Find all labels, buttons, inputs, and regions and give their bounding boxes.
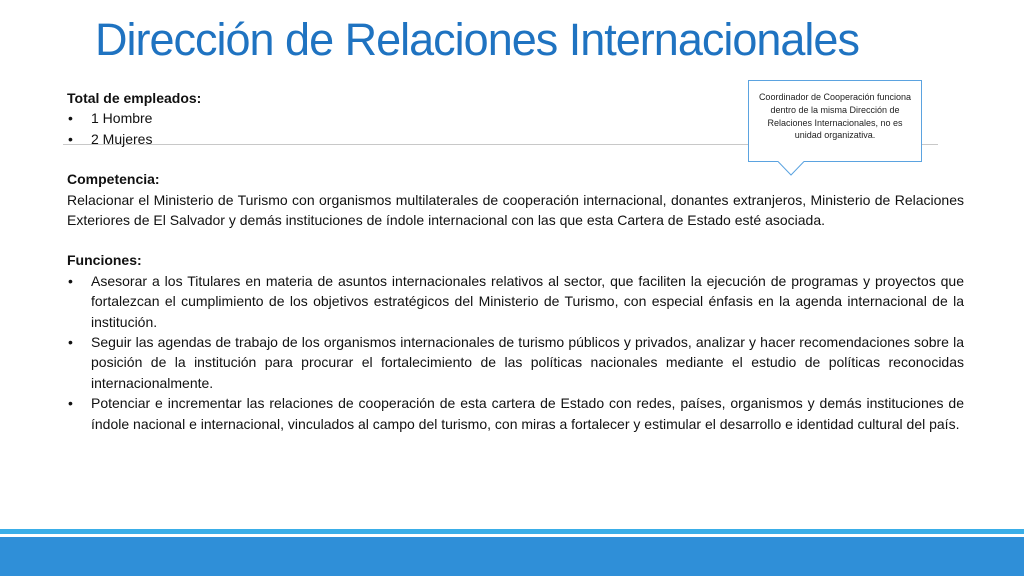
bullet-icon: • xyxy=(68,110,73,127)
bullet-icon: • xyxy=(68,272,73,289)
list-item-text: Asesorar a los Titulares en materia de asuntos internacionales relativos al sector, que faciliten la ejecución de programas y proyectos que fortalezcan el cumplimiento de los objetivos estratégicos del Ministerio de Turismo, con especial énfasis en la agenda internacional de la institución. xyxy=(91,272,964,330)
callout-note: Coordinador de Cooperación funciona dentro de la misma Dirección de Relaciones Internacionales, no es unidad organizativa. xyxy=(748,80,922,162)
footer-bar xyxy=(0,537,1024,576)
page-title: Dirección de Relaciones Internacionales xyxy=(95,14,859,65)
competencia-heading: Competencia: xyxy=(67,171,160,188)
list-item xyxy=(67,393,964,434)
list-item xyxy=(67,332,964,393)
list-item-text: 2 Mujeres xyxy=(91,130,153,147)
competencia-text: Relacionar el Ministerio de Turismo con organismos multilaterales de cooperación internacional, donantes extranjeros, Ministerio de Relaciones Exteriores de El Salvador y demás instituciones de índole internacional con las que esta Cartera de Estado esté asociada. xyxy=(67,191,964,229)
bullet-icon: • xyxy=(68,334,73,351)
footer-strip xyxy=(0,529,1024,534)
bullet-icon: • xyxy=(68,395,73,412)
employees-heading: Total de empleados: xyxy=(67,90,202,106)
list-item-text: Seguir las agendas de trabajo de los organismos internacionales de turismo públicos y privados, analizar y hacer recomendaciones sobre la posición de la institución para procurar el fortalecimiento de las políticas nacionales mediante el estudio de políticas reconocidas internacionalmente. xyxy=(91,334,964,391)
list-item xyxy=(67,271,964,332)
list-item-text: Potenciar e incrementar las relaciones de cooperación de esta cartera de Estado con redes, países, organismos y demás instituciones de índole nacional e internacional, vinculados al campo del turismo, con miras a fortalecer y estimular el desarrollo e identidad cultural del país. xyxy=(91,395,964,432)
list-item-text: 1 Hombre xyxy=(91,110,153,127)
bullet-icon: • xyxy=(68,130,73,147)
callout-tail-icon xyxy=(778,161,808,177)
funciones-heading: Funciones: xyxy=(67,252,142,269)
funciones-list xyxy=(67,271,964,434)
